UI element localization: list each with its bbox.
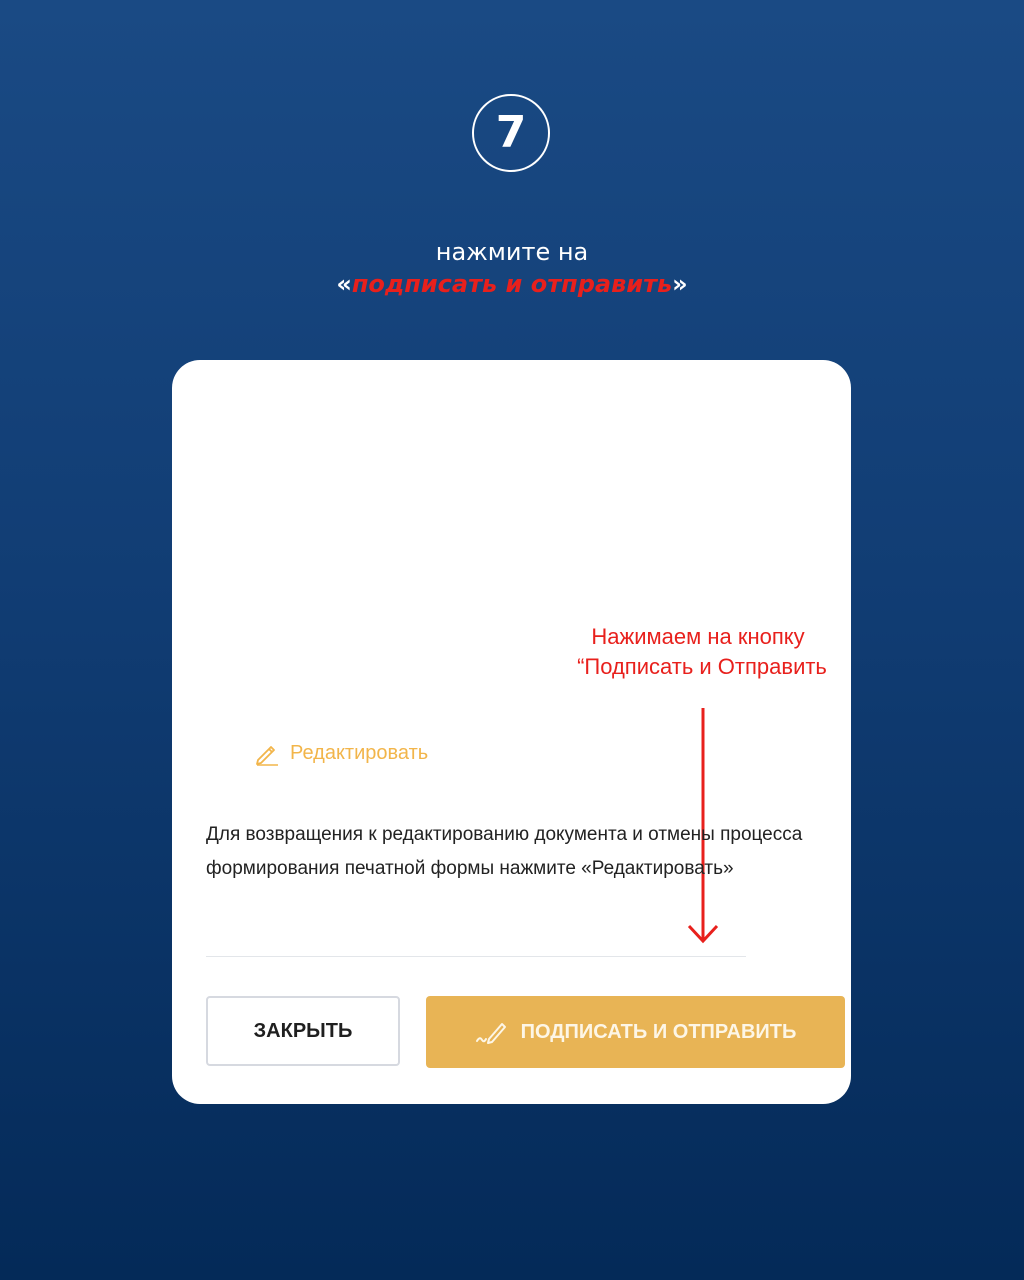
- quote-open: «: [336, 270, 352, 298]
- heading-line-2: [0, 268, 1024, 300]
- dialog-card: [172, 360, 851, 1104]
- quote-close: »: [672, 270, 688, 298]
- annotation-line-2: “Подписать и Отправить: [577, 654, 827, 679]
- step-number-badge: [472, 94, 550, 172]
- close-button[interactable]: [206, 996, 400, 1066]
- pencil-icon: [254, 740, 280, 766]
- edit-link-label: Редактировать: [290, 741, 429, 764]
- sign-button-label: ПОДПИСАТЬ И ОТПРАВИТЬ: [520, 1020, 797, 1043]
- step-number: 7: [495, 107, 527, 158]
- divider: [206, 956, 746, 957]
- edit-info-text: Для возвращения к редактированию документа и отмены процесса формирования печатной формы нажмите «Редактировать»: [206, 824, 803, 879]
- edit-link[interactable]: [254, 740, 428, 766]
- heading-accent: подписать и отправить: [351, 270, 673, 298]
- close-button-label: ЗАКРЫТЬ: [253, 1019, 353, 1042]
- instruction-heading: [0, 236, 1024, 300]
- heading-line-1: нажмите на: [435, 238, 589, 266]
- signature-pen-icon: [475, 1019, 509, 1045]
- annotation-callout: [548, 622, 848, 682]
- annotation-line-1: Нажимаем на кнопку: [591, 624, 805, 649]
- sign-and-send-button[interactable]: [426, 996, 845, 1068]
